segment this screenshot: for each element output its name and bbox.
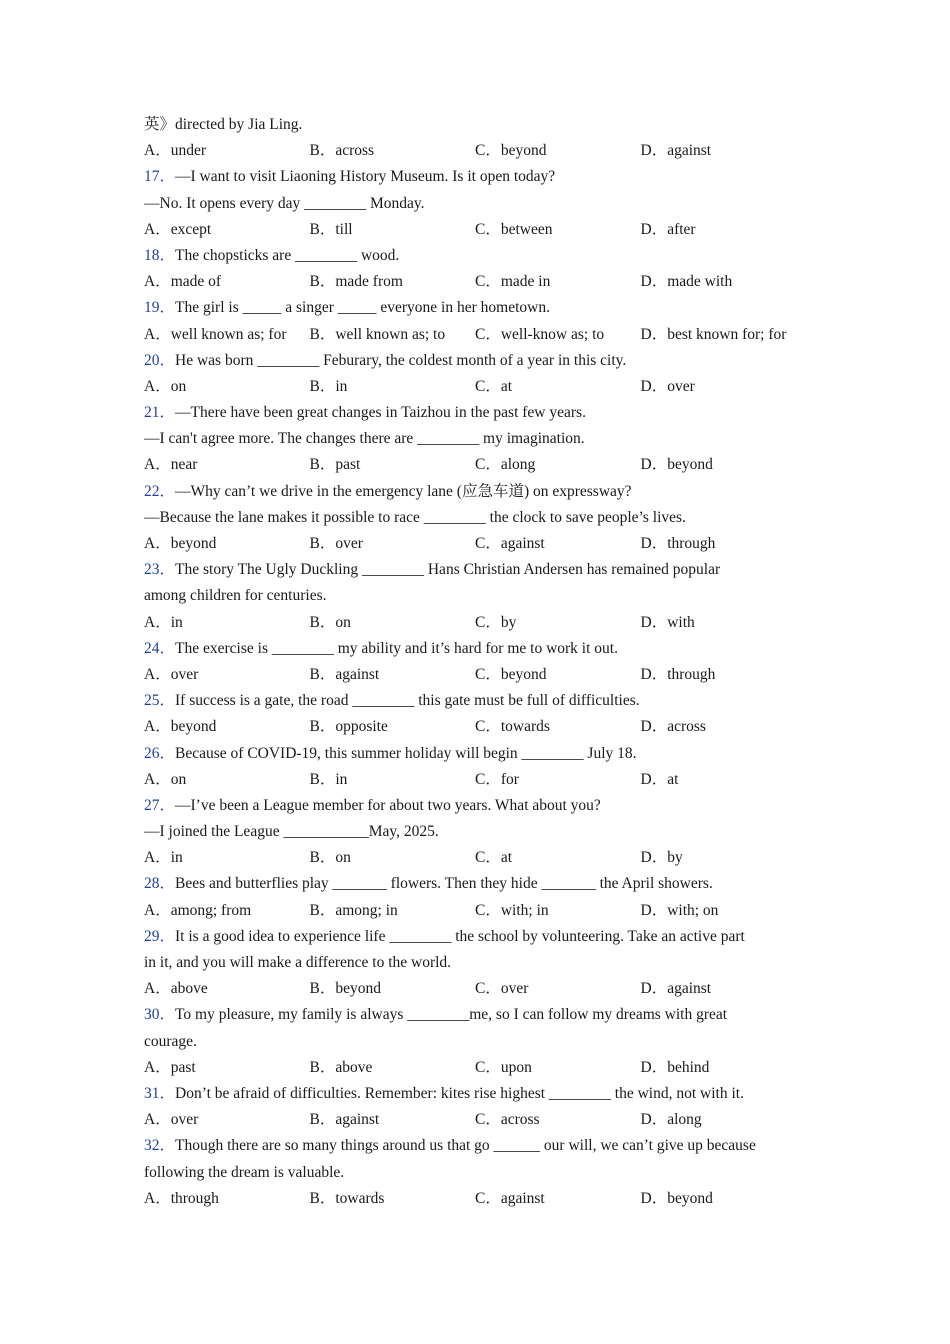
option-d: D．with; on (640, 901, 719, 919)
question-text: The story The Ugly Duckling ________ Hans Christian Andersen has remained popular (175, 561, 721, 579)
question-stem (144, 348, 824, 374)
question-text: —I want to visit Liaoning History Museum. Is it open today? (175, 168, 556, 186)
question-block (144, 557, 824, 636)
option-d: D．best known for; for (640, 325, 787, 343)
option-d: D．with (640, 613, 695, 631)
question-stem (144, 164, 824, 190)
answer-options (144, 714, 824, 740)
question-number: 28． (144, 875, 176, 893)
answer-options (144, 845, 824, 871)
option-c: C．between (475, 220, 553, 238)
option-a: A．on (144, 377, 187, 395)
question-stem (144, 243, 824, 269)
question-number: 32． (144, 1137, 176, 1155)
option-c: C．beyond (475, 142, 547, 160)
question-number: 27． (144, 796, 176, 814)
answer-options (144, 1186, 824, 1212)
option-b: B．on (309, 613, 351, 631)
question-stem-continuation (144, 1160, 824, 1186)
option-d: D．after (640, 220, 696, 238)
option-a: A．near (144, 456, 198, 474)
question-block (144, 688, 824, 740)
answer-options (144, 138, 824, 164)
question-stem-continuation (144, 583, 824, 609)
option-c: C．beyond (475, 665, 547, 683)
question-text: —I joined the League ___________May, 2025. (144, 823, 439, 841)
option-d: D．made with (640, 273, 733, 291)
option-c: C．for (475, 770, 519, 788)
option-d: D．behind (640, 1058, 710, 1076)
option-d: D．through (640, 535, 716, 552)
option-d: D．by (640, 849, 683, 867)
question-text: He was born ________ Feburary, the coldest month of a year in this city. (175, 351, 627, 369)
question-text: Because of COVID-19, this summer holiday will begin ________ July 18. (175, 744, 637, 762)
answer-options (144, 531, 824, 557)
option-a: A．except (144, 220, 212, 238)
option-b: B．above (309, 1058, 373, 1076)
question-number: 26． (144, 744, 176, 762)
answer-options (144, 374, 824, 400)
option-d: D．along (640, 1111, 702, 1129)
question-text: If success is a gate, the road ________ this gate must be full of difficulties. (175, 692, 640, 710)
question-text: The chopsticks are ________ wood. (175, 246, 400, 264)
option-c: C．towards (475, 718, 550, 736)
question-text: Don’t be afraid of difficulties. Remember: kites rise highest ________ the wind, not with it. (175, 1084, 744, 1102)
answer-options (144, 269, 824, 295)
question-number: 25． (144, 692, 176, 710)
option-b: B．well known as; to (309, 325, 446, 343)
question-stem-continuation (144, 191, 824, 217)
question-stem (144, 400, 824, 426)
answer-options (144, 610, 824, 636)
question-stem (144, 924, 824, 950)
option-a: A．above (144, 980, 208, 998)
option-d: D．through (640, 665, 716, 683)
question-number: 18． (144, 246, 176, 264)
option-c: C．with; in (475, 901, 549, 919)
option-c: C．at (475, 849, 513, 867)
answer-options (144, 322, 824, 348)
question-text: in it, and you will make a difference to the world. (144, 954, 452, 971)
option-b: B．in (309, 770, 348, 788)
option-b: B．towards (309, 1189, 385, 1207)
option-d: D．at (640, 770, 679, 788)
option-d: D．beyond (640, 456, 713, 474)
question-text: —I’ve been a League member for about two years. What about you? (175, 796, 601, 814)
question-stem (144, 741, 824, 767)
option-c: C．across (475, 1111, 540, 1129)
question-block (144, 479, 824, 558)
option-b: B．till (309, 220, 353, 238)
question-block (144, 636, 824, 688)
question-stem-continuation (144, 950, 824, 976)
question-number: 22． (144, 482, 176, 500)
question-block (144, 793, 824, 872)
option-b: B．made from (309, 273, 403, 291)
option-a: A．on (144, 770, 187, 788)
question-stem-continuation (144, 426, 824, 452)
question-text: —No. It opens every day ________ Monday. (144, 194, 425, 212)
question-block (144, 348, 824, 400)
option-c: C．against (475, 1189, 545, 1207)
question-stem (144, 479, 824, 505)
question-stem (144, 1133, 824, 1159)
option-b: B．over (309, 535, 363, 552)
option-a: A．beyond (144, 718, 217, 736)
question-block (144, 243, 824, 295)
question-text: The exercise is ________ my ability and it’s hard for me to work it out. (175, 639, 618, 657)
question-text: Bees and butterflies play _______ flowers. Then they hide _______ the April showers. (175, 875, 713, 893)
answer-options (144, 662, 824, 688)
option-b: B．on (309, 849, 351, 867)
option-b: B．in (309, 377, 348, 395)
question-continuation-line: 英》directed by Jia Ling. (144, 116, 303, 133)
option-c: C．upon (475, 1058, 532, 1076)
option-b: B．across (309, 142, 375, 160)
worksheet-page (144, 112, 824, 1212)
option-b: B．beyond (309, 980, 381, 998)
question-block (144, 924, 824, 1003)
option-d: D．over (640, 377, 695, 395)
option-c: C．against (475, 535, 545, 552)
option-c: C．by (475, 613, 517, 631)
option-b: B．opposite (309, 718, 388, 736)
question-block (144, 1081, 824, 1133)
question-number: 30． (144, 1006, 176, 1024)
option-a: A．well known as; for (144, 325, 287, 343)
question-stem (144, 793, 824, 819)
question-number: 31． (144, 1084, 176, 1102)
answer-options (144, 976, 824, 1002)
question-block (144, 295, 824, 347)
option-b: B．among; in (309, 901, 398, 919)
option-a: A．over (144, 665, 199, 683)
question-stem-continuation (144, 819, 824, 845)
question-stem (144, 636, 824, 662)
option-d: D．across (640, 718, 706, 736)
question-number: 29． (144, 927, 176, 945)
option-c: C．well-know as; to (475, 325, 605, 343)
question-block (144, 164, 824, 243)
question-text: Though there are so many things around us that go ______ our will, we can’t give up because (175, 1137, 756, 1155)
question-block (144, 1133, 824, 1212)
answer-options (144, 1055, 824, 1081)
question-number: 21． (144, 404, 176, 422)
option-c: C．along (475, 456, 536, 474)
option-a: A．past (144, 1058, 196, 1076)
question-list (144, 164, 824, 1212)
option-c: C．made in (475, 273, 551, 291)
question-stem (144, 871, 824, 897)
question-text: —Why can’t we drive in the emergency lane (应急车道) on expressway? (175, 482, 632, 500)
option-c: C．over (475, 980, 529, 998)
question-text: To my pleasure, my family is always ________me, so I can follow my dreams with great (175, 1006, 728, 1024)
question-text: —I can't agree more. The changes there are ________ my imagination. (144, 430, 585, 448)
question-text: —There have been great changes in Taizhou in the past few years. (175, 404, 586, 422)
answer-options (144, 898, 824, 924)
question-number: 24． (144, 639, 176, 657)
question-number: 23． (144, 561, 176, 579)
question-number: 20． (144, 351, 176, 369)
question-stem (144, 295, 824, 321)
answer-options (144, 1107, 824, 1133)
question-text: The girl is _____ a singer _____ everyone in her hometown. (175, 299, 550, 317)
option-d: D．beyond (640, 1189, 713, 1207)
option-b: B．past (309, 456, 361, 474)
option-d: D．against (640, 980, 712, 998)
option-a: A．through (144, 1189, 219, 1207)
question-text: among children for centuries. (144, 587, 327, 605)
option-b: B．against (309, 665, 380, 683)
option-a: A．in (144, 613, 183, 631)
question-block (144, 871, 824, 923)
option-a: A．beyond (144, 535, 217, 552)
answer-options (144, 217, 824, 243)
option-b: B．against (309, 1111, 380, 1129)
question-stem-continuation (144, 1029, 824, 1055)
option-a: A．over (144, 1111, 199, 1129)
option-a: A．made of (144, 273, 222, 291)
question-number: 19． (144, 299, 176, 317)
option-a: A．in (144, 849, 183, 867)
question-stem-continuation (144, 505, 824, 531)
question-stem (144, 688, 824, 714)
question-block (144, 400, 824, 479)
question-block (144, 1002, 824, 1081)
question-block (144, 741, 824, 793)
question-text: It is a good idea to experience life ________ the school by volunteering. Take an active part (175, 927, 745, 945)
question-stem (144, 1002, 824, 1028)
question-stem (144, 1081, 824, 1107)
question-stem (144, 557, 824, 583)
question-text: following the dream is valuable. (144, 1163, 345, 1181)
question-text: courage. (144, 1032, 197, 1050)
question-text: —Because the lane makes it possible to race ________ the clock to save people’s lives. (144, 508, 686, 526)
option-d: D．against (640, 142, 712, 160)
option-a: A．under (144, 142, 206, 160)
answer-options (144, 452, 824, 478)
answer-options (144, 767, 824, 793)
question-number: 17． (144, 168, 176, 186)
option-a: A．among; from (144, 901, 252, 919)
option-c: C．at (475, 377, 513, 395)
